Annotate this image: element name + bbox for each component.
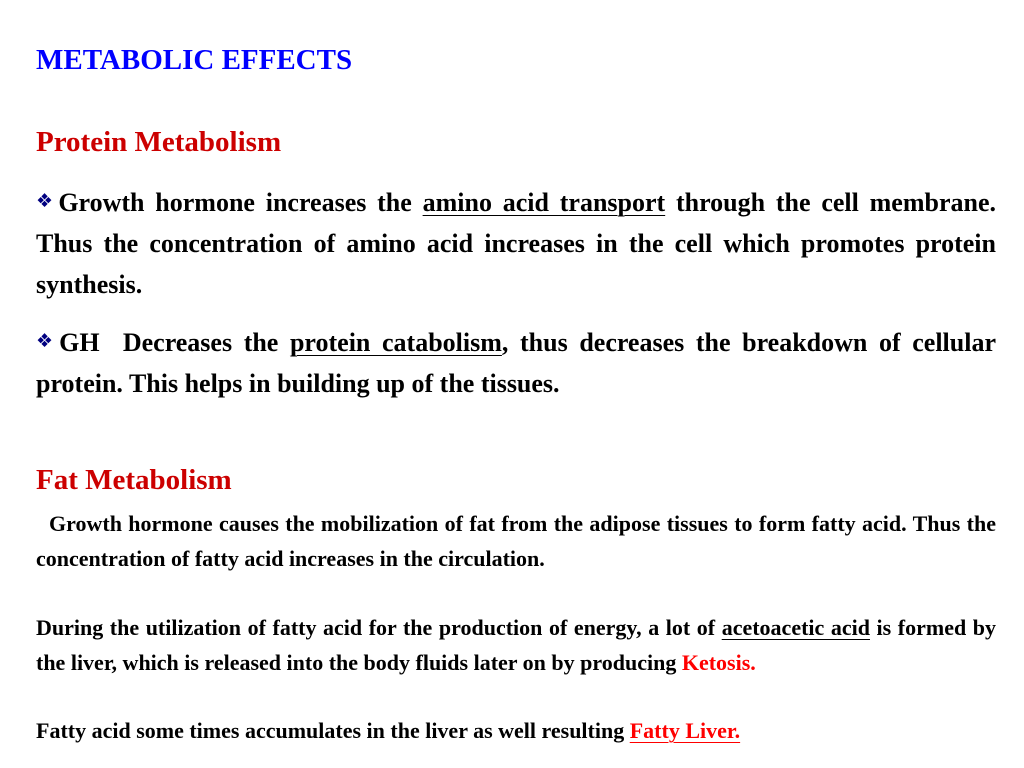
paragraph-text: is formed by the liver, which is released into the body fluids later on by producing (36, 615, 997, 675)
bullet-text: through the cell membrane. Thus the concentration of amino acid increases in the cell which promotes protein synthesis. (36, 188, 996, 299)
fat-metabolism-heading: Fat Metabolism (36, 464, 232, 496)
fat-paragraph-mobilization (36, 507, 996, 576)
underlined-term: protein catabolism (289, 328, 502, 357)
diamond-bullet-icon: ❖ (36, 190, 58, 212)
protein-bullet-amino-acid-transport (36, 181, 996, 305)
protein-bullet-catabolism (36, 321, 996, 404)
fat-paragraph-fatty-liver (36, 714, 996, 749)
diamond-bullet-icon: ❖ (36, 330, 59, 352)
paragraph-text: During the utilization of fatty acid for the production of energy, a lot of (36, 615, 722, 640)
paragraph-text: Growth hormone causes the mobilization of fat from the adipose tissues to form fatty acid. Thus the concentration of fatty acid increases in the circulation. (36, 511, 996, 571)
highlighted-term-ketosis: Ketosis. (681, 649, 756, 675)
fat-paragraph-ketosis (36, 611, 996, 680)
bullet-text: Growth hormone increases the (58, 188, 423, 217)
underlined-term: amino acid transport (422, 188, 666, 217)
paragraph-text: Fatty acid some times accumulates in the liver as well resulting (36, 718, 630, 743)
highlighted-term-fatty-liver: Fatty Liver. (629, 718, 741, 743)
bullet-text: GH Decreases the (59, 328, 290, 357)
slide-title: METABOLIC EFFECTS (36, 44, 353, 76)
bullet-text: , thus decreases the breakdown of cellular protein. This helps in building up of the tissues. (36, 328, 996, 398)
slide (36, 0, 996, 768)
protein-metabolism-heading: Protein Metabolism (36, 126, 282, 158)
underlined-term: acetoacetic acid (721, 615, 870, 640)
